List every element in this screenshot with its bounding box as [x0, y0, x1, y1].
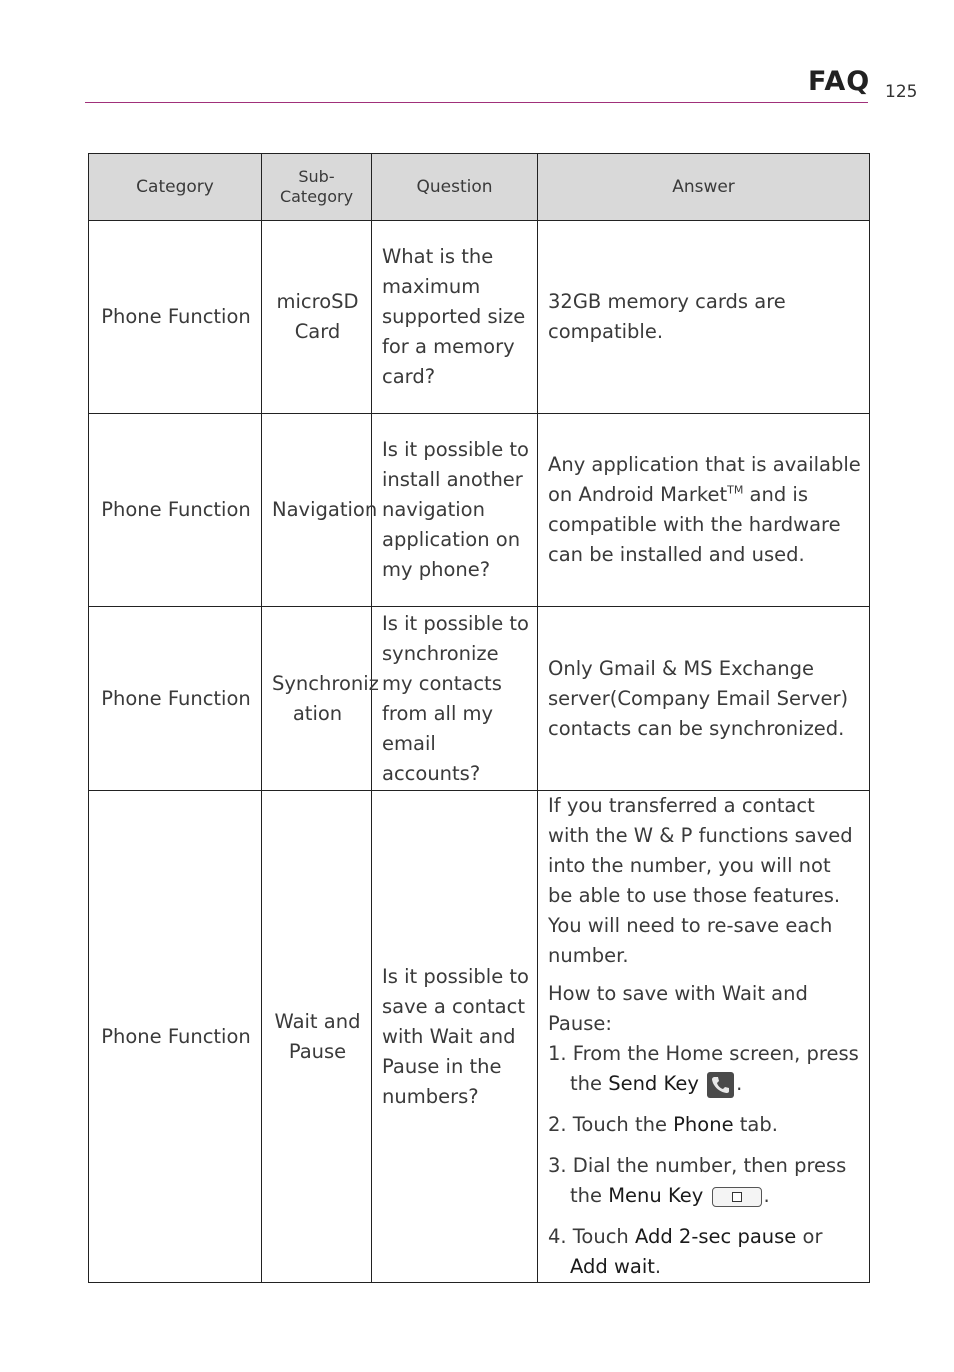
table-row [89, 791, 870, 1283]
answer-cell [538, 791, 870, 1283]
step-2: 2. Touch the Phone tab. [548, 1113, 778, 1136]
answer-cell: Only Gmail & MS Exchange server(Company Email Server) contacts can be synchronized. [538, 607, 870, 791]
step-1: 1. From the Home screen, press the Send Key . [548, 1039, 861, 1099]
phone-tab-label: Phone [673, 1113, 734, 1136]
add-wait-label: Add wait [570, 1255, 655, 1278]
step-3: 3. Dial the number, then press the Menu Key . [548, 1154, 847, 1207]
faq-table [88, 153, 870, 1283]
column-header-subcategory: Sub- Category [262, 154, 372, 221]
category-cell: Phone Function [89, 607, 262, 791]
table-header-row [89, 154, 870, 221]
send-key-label: Send Key [608, 1072, 699, 1095]
add-pause-label: Add 2-sec pause [634, 1225, 797, 1248]
answer-howto: How to save with Wait and Pause: [548, 982, 808, 1035]
table-row [89, 607, 870, 791]
answer-text: and is compatible with the hardware can be installed and used. [548, 483, 841, 566]
category-cell: Phone Function [89, 414, 262, 607]
subcategory-cell: microSD Card [262, 221, 372, 414]
subcategory-cell: Wait and Pause [262, 791, 372, 1283]
question-cell: Is it possible to synchronize my contacts from all my email accounts? [372, 607, 538, 791]
trademark-mark: TM [727, 483, 744, 497]
header-rule [85, 102, 868, 103]
menu-key-label: Menu Key [608, 1184, 704, 1207]
table-row [89, 414, 870, 607]
answer-cell [538, 414, 870, 607]
subcategory-cell: Synchroniz ation [262, 607, 372, 791]
category-cell: Phone Function [89, 791, 262, 1283]
page-number: 125 [885, 82, 918, 102]
column-header-category: Category [89, 154, 262, 221]
question-cell: Is it possible to save a contact with Wait and Pause in the numbers? [372, 791, 538, 1283]
answer-cell: 32GB memory cards are compatible. [538, 221, 870, 414]
section-title: FAQ [808, 66, 871, 97]
subcategory-cell: Navigation [262, 414, 372, 607]
category-cell: Phone Function [89, 221, 262, 414]
step-4: 4. Touch Add 2-sec pause or Add wait. [548, 1225, 823, 1278]
table-row [89, 221, 870, 414]
answer-intro: If you transferred a contact with the W & P functions saved into the number, you will not be able to use those features. You will need to re-save each number. [548, 794, 853, 967]
answer-text: Any application that is available on Android Market [548, 453, 861, 506]
column-header-question: Question [372, 154, 538, 221]
menu-key-icon [712, 1187, 762, 1207]
phone-handset-icon [707, 1072, 734, 1098]
column-header-answer: Answer [538, 154, 870, 221]
question-cell: Is it possible to install another navigation application on my phone? [372, 414, 538, 607]
question-cell: What is the maximum supported size for a memory card? [372, 221, 538, 414]
